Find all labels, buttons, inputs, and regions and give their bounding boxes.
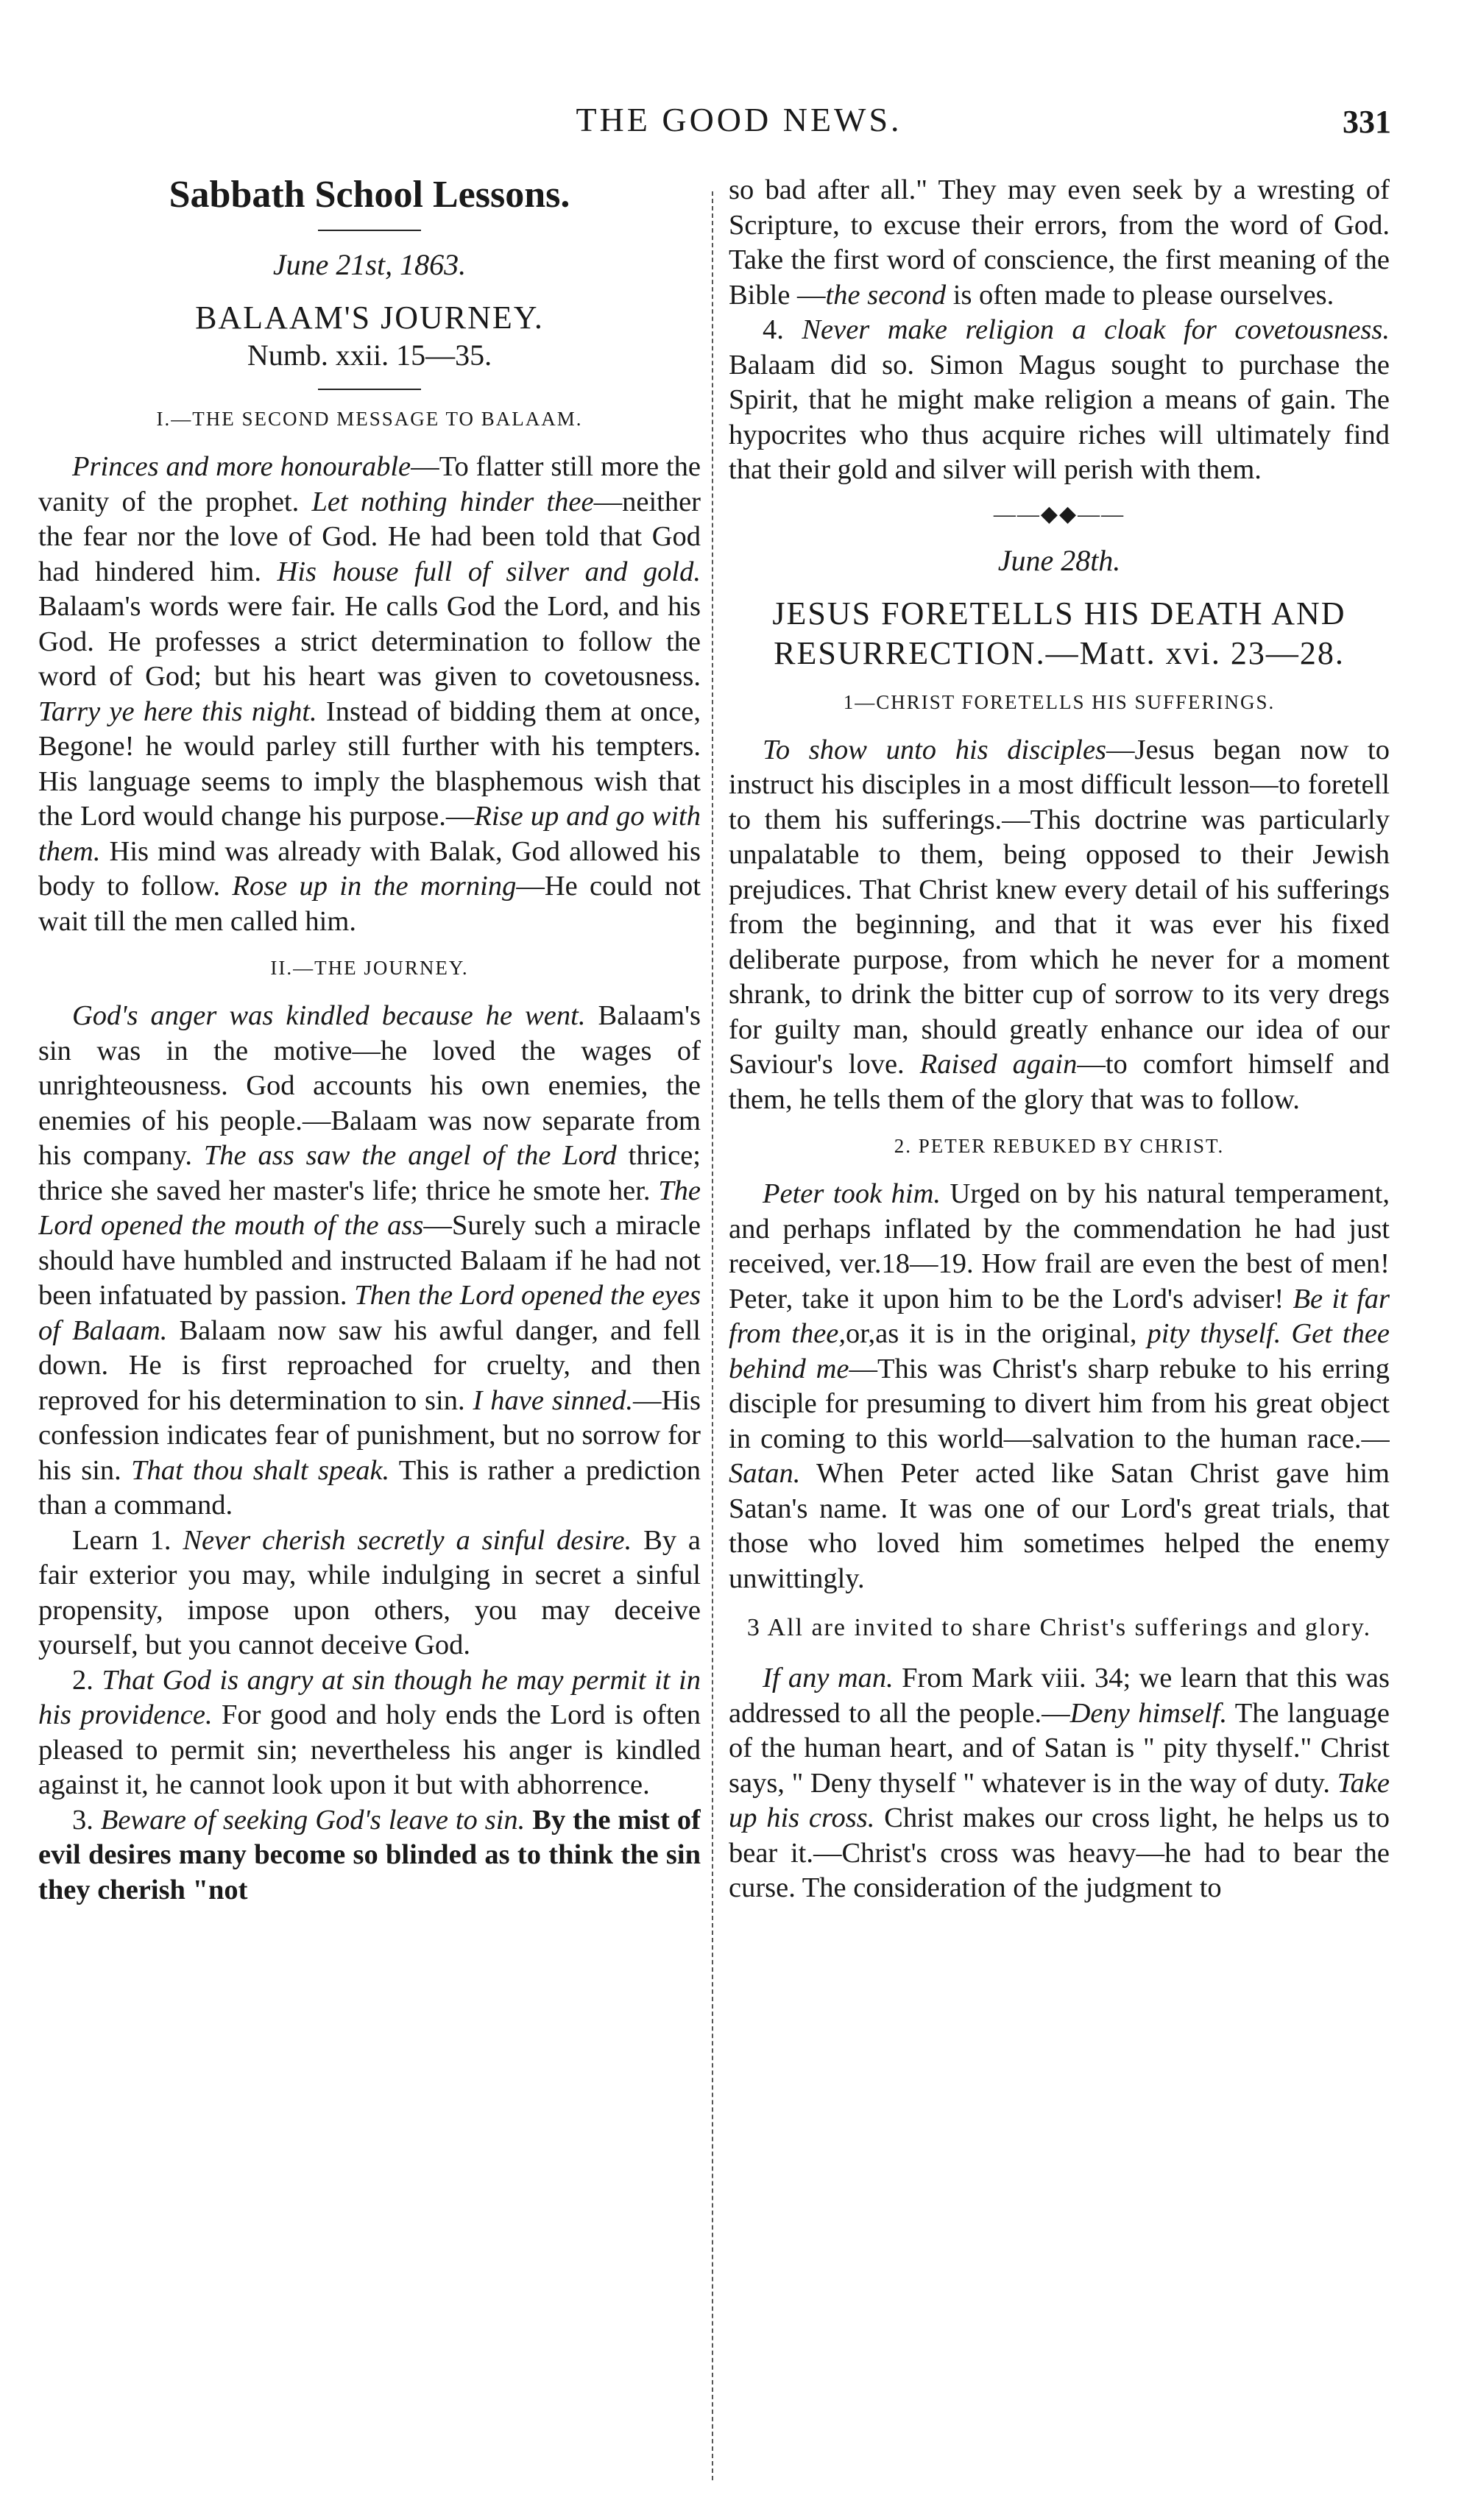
subheading: II.—THE JOURNEY. — [270, 957, 469, 979]
left-column — [38, 173, 701, 2477]
rule — [318, 389, 421, 390]
rule — [318, 230, 421, 231]
paragraph: Princes and more honourable—To flatter still more the vanity of the prophet. Let nothing hinder thee—neither the fear nor the love of God. He had been told that God had hindered him. His house full of silver and gold. Balaam's words were fair. He calls God the Lord, and his God. He professes a strict determination to follow the word of God; but his heart was given to covetousness. Tarry ye here this night. Instead of bidding them at once, Begone! he would parley still further with his tempters. His language seems to imply the blasphemous wish that the Lord would change his purpose.—Rise up and go with them. His mind was already with Balak, God allowed his body to follow. Rose up in the morning—He could not wait till the men called him. — [38, 451, 701, 937]
subheading: 3 All are invited to share Christ's sufferings and glory. — [746, 1614, 1372, 1641]
subheading: 2. PETER REBUKED BY CHRIST. — [894, 1135, 1225, 1157]
paragraph: 2. That God is angry at sin though he may permit it in his providence. For good and holy ends the Lord is often pleased to permit sin; nevertheless his anger is kindled against it, he cannot look upon it but with abhorrence. — [38, 1664, 701, 1800]
paragraph: Learn 1. Never cherish secretly a sinful desire. By a fair exterior you may, while indulging in secret a sinful propensity, impose upon others, you may deceive yourself, but you cannot deceive God. — [38, 1524, 701, 1660]
paragraph: God's anger was kindled because he went. Balaam's sin was in the motive—he loved the wages of unrighteousness. God accounts his own enemies, the enemies of his people.—Balaam was now separate from his company. The ass saw the angel of the Lord thrice; thrice she saved her master's life; thrice he smote her. The Lord opened the mouth of the ass—Surely such a miracle should have humbled and instructed Balaam if he had not been infatuated by passion. Then the Lord opened the eyes of Balaam. Balaam now saw his awful danger, and fell down. He is first reproached for cruelty, and then reproved for his determination to sin. I have sinned.—His confession indicates fear of punishment, but no sorrow for his sin. That thou shalt speak. This is rather a prediction than a command. — [38, 1000, 701, 1521]
paragraph: 3. Beware of seeking God's leave to sin. By the mist of evil desires many become so blinded as to think the sin they cherish "not — [38, 1804, 701, 1905]
lesson-date: June 28th. — [997, 543, 1121, 577]
subheading: I.—THE SECOND MESSAGE TO BALAAM. — [156, 408, 583, 430]
journal-title: THE GOOD NEWS. — [576, 101, 902, 138]
lesson-title: BALAAM'S JOURNEY. — [195, 300, 544, 336]
paragraph: If any man. From Mark viii. 34; we learn that this was addressed to all the people.—Deny himself. The language of the human heart, and of Satan is " pity thyself." Christ says, " Deny thyself " whatever is in the way of duty. Take up his cross. Christ makes our cross light, he helps us to bear it.—Christ's cross was heavy—he had to bear the curse. The consideration of the judgment to — [729, 1663, 1390, 1903]
paragraph: To show unto his disciples—Jesus began now to instruct his disciples in a most difficult lesson—to foretell to them his sufferings.—This doctrine was particularly unpalatable to them, being opposed to their Jewish prejudices. That Christ knew every detail of his sufferings from the beginning, and that it was ever his fixed deliberate purpose, from which he never for a moment shrank, to drink the bitter cup of sorrow to its very dregs for guilty man, should greatly enhance our idea of our Saviour's love. Raised again—to comfort himself and them, he tells them of the glory that was to follow. — [729, 734, 1390, 1115]
right-column — [729, 173, 1390, 2477]
paragraph: so bad after all." They may even seek by a wresting of Scripture, to excuse their errors, from the word of God. Take the first word of conscience, the first meaning of the Bible —the second is often made to please ourselves. — [729, 174, 1390, 311]
column-divider — [712, 191, 713, 2480]
page-number: 331 — [1343, 104, 1391, 140]
paragraph: Peter took him. Urged on by his natural temperament, and perhaps inflated by the commendation he had just received, ver.18—19. How frail are even the best of men! Peter, take it upon him to be the Lord's adviser! Be it far from thee,or,as it is in the original, pity thyself. Get thee behind me—This was Christ's sharp rebuke to his erring disciple for presuming to divert him from his great object in coming to this world—salvation to the human race.—Satan. When Peter acted like Satan Christ gave him Satan's name. It was one of our Lord's great trials, that those who loved him sometimes helped the enemy unwittingly. — [729, 1178, 1390, 1594]
page-header — [0, 94, 1478, 153]
lesson-date: June 21st, 1863. — [272, 248, 467, 281]
subheading: 1—CHRIST FORETELLS HIS SUFFERINGS. — [843, 690, 1276, 713]
paragraph: 4. Never make religion a cloak for covetousness. Balaam did so. Simon Magus sought to purchase the Spirit, that he might make religion a means of gain. The hypocrites who thus acquire riches will ultimately find that their gold and silver will perish with them. — [729, 314, 1390, 485]
lesson-reference: Numb. xxii. 15—35. — [247, 339, 492, 372]
lesson-title: JESUS FORETELLS HIS DEATH AND RESURRECTION.—Matt. xvi. 23—28. — [772, 595, 1346, 671]
section-title: Sabbath School Lessons. — [169, 174, 570, 216]
ornament-divider: ——◆◆—— — [993, 501, 1125, 526]
